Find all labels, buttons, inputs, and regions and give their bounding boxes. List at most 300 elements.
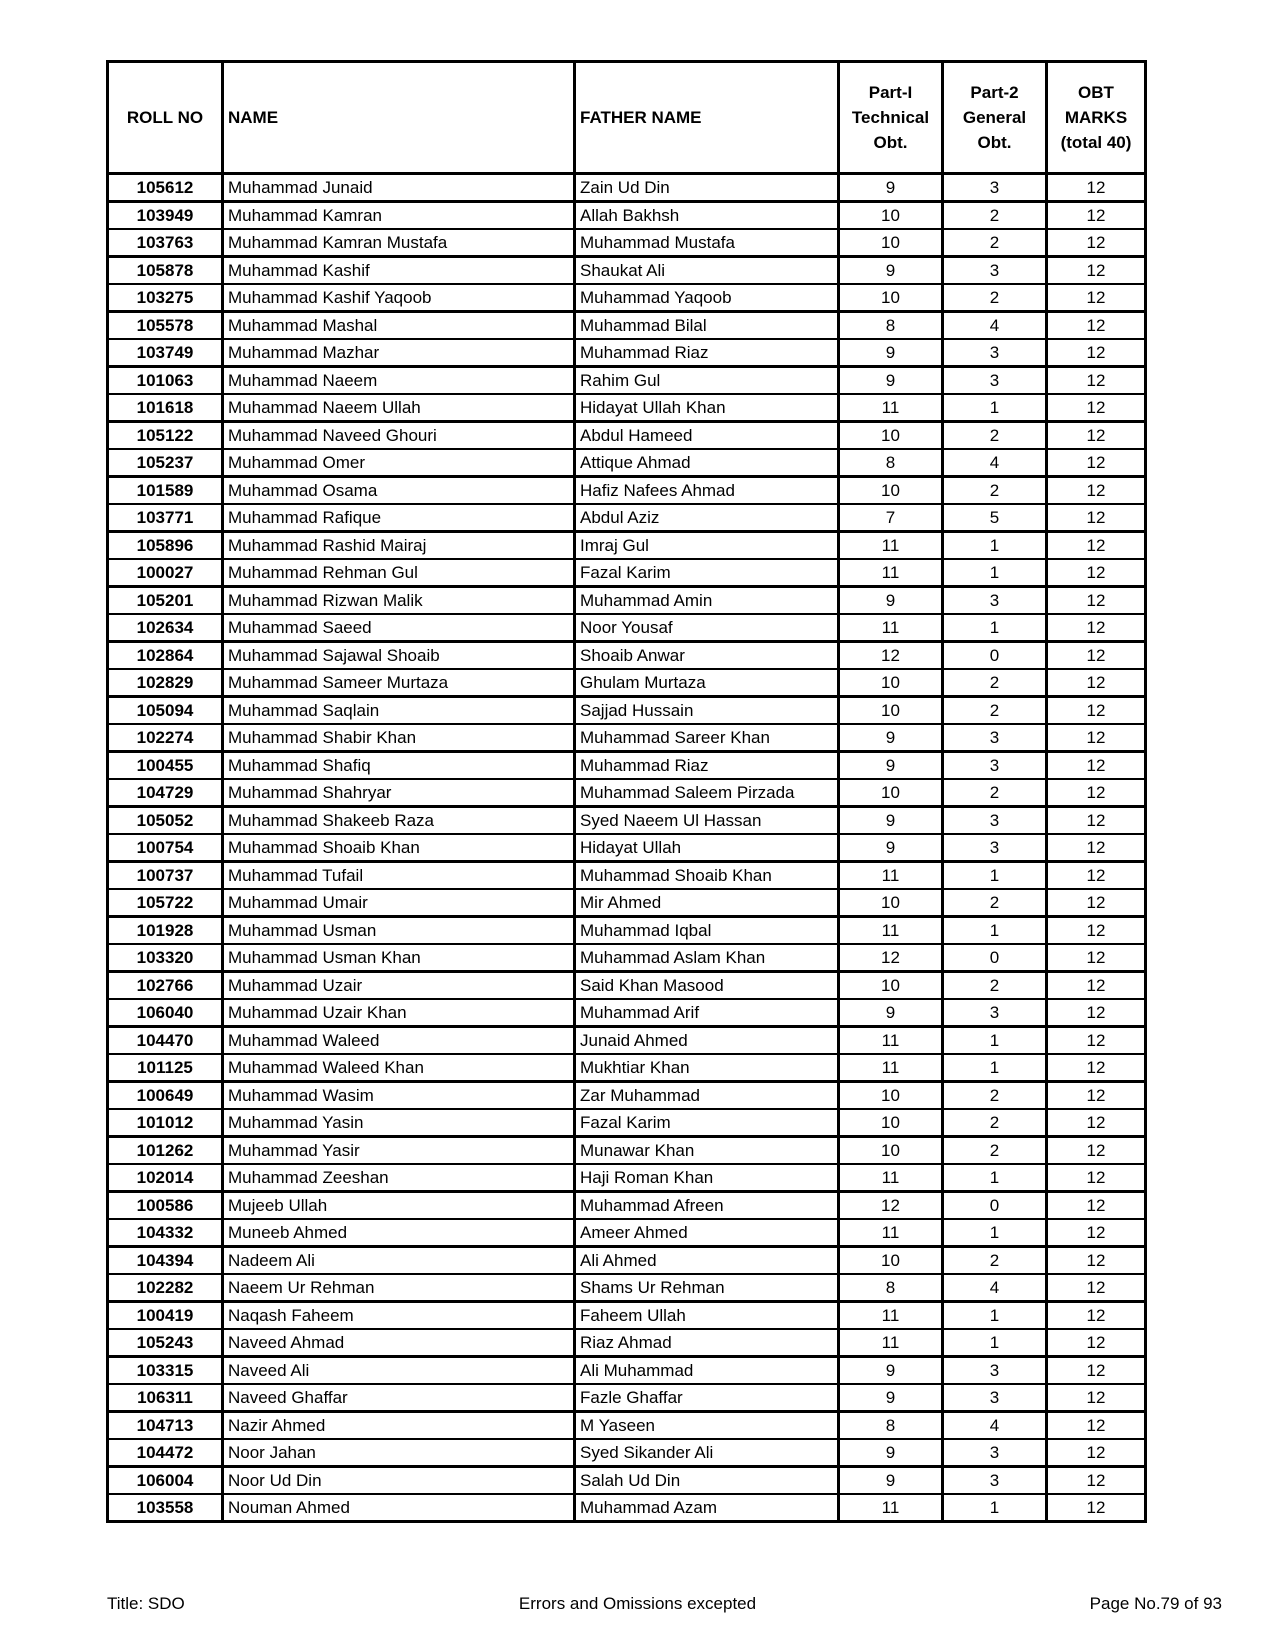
table-row — [108, 284, 1146, 312]
header-father-name: FATHER NAME — [575, 62, 839, 174]
roll-no-cell: 106311 — [108, 1384, 223, 1412]
obt-marks-cell: 12 — [1047, 724, 1146, 752]
part1-score-cell: 10 — [839, 1137, 943, 1165]
name-cell: Muhammad Saeed — [223, 614, 575, 642]
roll-no-cell: 102634 — [108, 614, 223, 642]
part1-score-cell: 12 — [839, 1192, 943, 1220]
part1-score-cell: 9 — [839, 724, 943, 752]
father-name-cell: Muhammad Arif — [575, 999, 839, 1027]
part1-score-cell: 10 — [839, 779, 943, 807]
father-name-cell: Shaukat Ali — [575, 257, 839, 285]
part2-score-cell: 2 — [943, 422, 1047, 450]
part1-score-cell: 10 — [839, 229, 943, 257]
part1-score-cell: 12 — [839, 944, 943, 972]
father-name-cell: Syed Naeem Ul Hassan — [575, 807, 839, 835]
obt-marks-cell: 12 — [1047, 1082, 1146, 1110]
father-name-cell: Noor Yousaf — [575, 614, 839, 642]
father-name-cell: Munawar Khan — [575, 1137, 839, 1165]
table-row — [108, 1412, 1146, 1440]
obt-marks-cell: 12 — [1047, 807, 1146, 835]
part2-score-cell: 1 — [943, 394, 1047, 422]
name-cell: Muhammad Kashif — [223, 257, 575, 285]
table-row — [108, 229, 1146, 257]
part1-score-cell: 9 — [839, 1357, 943, 1385]
part2-score-cell: 3 — [943, 174, 1047, 202]
obt-marks-cell: 12 — [1047, 1357, 1146, 1385]
obt-marks-cell: 12 — [1047, 1302, 1146, 1330]
obt-marks-cell: 12 — [1047, 972, 1146, 1000]
obt-marks-cell: 12 — [1047, 1109, 1146, 1137]
part2-score-cell: 1 — [943, 614, 1047, 642]
obt-marks-cell: 12 — [1047, 174, 1146, 202]
father-name-cell: Imraj Gul — [575, 532, 839, 560]
part1-score-cell: 11 — [839, 1329, 943, 1357]
father-name-cell: Mukhtiar Khan — [575, 1054, 839, 1082]
part1-score-cell: 10 — [839, 422, 943, 450]
part1-score-cell: 8 — [839, 1412, 943, 1440]
name-cell: Muhammad Kamran Mustafa — [223, 229, 575, 257]
roll-no-cell: 105052 — [108, 807, 223, 835]
part1-score-cell: 10 — [839, 284, 943, 312]
father-name-cell: Muhammad Azam — [575, 1494, 839, 1522]
table-body — [108, 174, 1146, 1522]
father-name-cell: Ali Muhammad — [575, 1357, 839, 1385]
part1-score-cell: 9 — [839, 174, 943, 202]
roll-no-cell: 100419 — [108, 1302, 223, 1330]
father-name-cell: Haji Roman Khan — [575, 1164, 839, 1192]
father-name-cell: Abdul Aziz — [575, 504, 839, 532]
obt-marks-cell: 12 — [1047, 752, 1146, 780]
part1-score-cell: 10 — [839, 1082, 943, 1110]
name-cell: Muhammad Wasim — [223, 1082, 575, 1110]
part1-score-cell: 11 — [839, 1219, 943, 1247]
roll-no-cell: 101618 — [108, 394, 223, 422]
part1-score-cell: 9 — [839, 1467, 943, 1495]
roll-no-cell: 106004 — [108, 1467, 223, 1495]
part1-score-cell: 11 — [839, 1302, 943, 1330]
obt-marks-cell: 12 — [1047, 1494, 1146, 1522]
obt-marks-cell: 12 — [1047, 999, 1146, 1027]
name-cell: Muhammad Uzair Khan — [223, 999, 575, 1027]
part1-score-cell: 10 — [839, 202, 943, 230]
name-cell: Muhammad Shafiq — [223, 752, 575, 780]
obt-marks-cell: 12 — [1047, 1137, 1146, 1165]
part1-score-cell: 10 — [839, 477, 943, 505]
obt-marks-cell: 12 — [1047, 257, 1146, 285]
header-part1-line: Part-I — [868, 83, 913, 102]
roll-no-cell: 100455 — [108, 752, 223, 780]
roll-no-cell: 105722 — [108, 889, 223, 917]
obt-marks-cell: 12 — [1047, 1467, 1146, 1495]
part2-score-cell: 1 — [943, 1219, 1047, 1247]
roll-no-cell: 104713 — [108, 1412, 223, 1440]
name-cell: Muhammad Junaid — [223, 174, 575, 202]
father-name-cell: Zar Muhammad — [575, 1082, 839, 1110]
table-row — [108, 1054, 1146, 1082]
father-name-cell: Fazal Karim — [575, 559, 839, 587]
father-name-cell: Mir Ahmed — [575, 889, 839, 917]
part2-score-cell: 1 — [943, 1494, 1047, 1522]
part2-score-cell: 1 — [943, 1164, 1047, 1192]
obt-marks-cell: 12 — [1047, 889, 1146, 917]
obt-marks-cell: 12 — [1047, 477, 1146, 505]
father-name-cell: Abdul Hameed — [575, 422, 839, 450]
part1-score-cell: 9 — [839, 339, 943, 367]
roll-no-cell: 103949 — [108, 202, 223, 230]
part1-score-cell: 10 — [839, 972, 943, 1000]
part2-score-cell: 4 — [943, 449, 1047, 477]
roll-no-cell: 104472 — [108, 1439, 223, 1467]
name-cell: Muhammad Naeem Ullah — [223, 394, 575, 422]
part1-score-cell: 11 — [839, 862, 943, 890]
header-part1-line: Technical — [851, 108, 930, 127]
table-row — [108, 724, 1146, 752]
obt-marks-cell: 12 — [1047, 1192, 1146, 1220]
header-name: NAME — [223, 62, 575, 174]
name-cell: Noor Jahan — [223, 1439, 575, 1467]
father-name-cell: Muhammad Yaqoob — [575, 284, 839, 312]
table-row — [108, 532, 1146, 560]
part1-score-cell: 11 — [839, 394, 943, 422]
obt-marks-cell: 12 — [1047, 312, 1146, 340]
part2-score-cell: 2 — [943, 1109, 1047, 1137]
table-row — [108, 834, 1146, 862]
table-row — [108, 422, 1146, 450]
part2-score-cell: 2 — [943, 1082, 1047, 1110]
obt-marks-cell: 12 — [1047, 367, 1146, 395]
part2-score-cell: 3 — [943, 1467, 1047, 1495]
father-name-cell: Hafiz Nafees Ahmad — [575, 477, 839, 505]
part1-score-cell: 11 — [839, 1164, 943, 1192]
table-row — [108, 1027, 1146, 1055]
obt-marks-cell: 12 — [1047, 779, 1146, 807]
part1-score-cell: 10 — [839, 889, 943, 917]
roll-no-cell: 105878 — [108, 257, 223, 285]
roll-no-cell: 100027 — [108, 559, 223, 587]
header-part2-general — [943, 62, 1047, 174]
table-row — [108, 367, 1146, 395]
header-obt-line: MARKS — [1064, 108, 1128, 127]
name-cell: Muhammad Usman Khan — [223, 944, 575, 972]
part2-score-cell: 2 — [943, 972, 1047, 1000]
name-cell: Naveed Ahmad — [223, 1329, 575, 1357]
roll-no-cell: 102282 — [108, 1274, 223, 1302]
part1-score-cell: 8 — [839, 1274, 943, 1302]
part2-score-cell: 3 — [943, 257, 1047, 285]
part1-score-cell: 9 — [839, 999, 943, 1027]
roll-no-cell: 105243 — [108, 1329, 223, 1357]
table-row — [108, 1109, 1146, 1137]
obt-marks-cell: 12 — [1047, 559, 1146, 587]
header-obt-line: (total 40) — [1060, 133, 1132, 152]
obt-marks-cell: 12 — [1047, 284, 1146, 312]
name-cell: Naqash Faheem — [223, 1302, 575, 1330]
table-row — [108, 1164, 1146, 1192]
part1-score-cell: 8 — [839, 312, 943, 340]
obt-marks-cell: 12 — [1047, 669, 1146, 697]
table-row — [108, 779, 1146, 807]
part2-score-cell: 1 — [943, 862, 1047, 890]
roll-no-cell: 105237 — [108, 449, 223, 477]
obt-marks-cell: 12 — [1047, 532, 1146, 560]
father-name-cell: Muhammad Aslam Khan — [575, 944, 839, 972]
table-row — [108, 449, 1146, 477]
part2-score-cell: 1 — [943, 1302, 1047, 1330]
part2-score-cell: 3 — [943, 1384, 1047, 1412]
roll-no-cell: 103315 — [108, 1357, 223, 1385]
part2-score-cell: 2 — [943, 1247, 1047, 1275]
roll-no-cell: 105201 — [108, 587, 223, 615]
table-row — [108, 1137, 1146, 1165]
name-cell: Muhammad Yasin — [223, 1109, 575, 1137]
table-row — [108, 917, 1146, 945]
roll-no-cell: 103558 — [108, 1494, 223, 1522]
obt-marks-cell: 12 — [1047, 1164, 1146, 1192]
footer-page-number: Page No.79 of 93 — [1089, 1594, 1222, 1613]
roll-no-cell: 100754 — [108, 834, 223, 862]
part1-score-cell: 8 — [839, 449, 943, 477]
part2-score-cell: 2 — [943, 202, 1047, 230]
roll-no-cell: 102864 — [108, 642, 223, 670]
name-cell: Muhammad Uzair — [223, 972, 575, 1000]
part1-score-cell: 9 — [839, 752, 943, 780]
part1-score-cell: 9 — [839, 834, 943, 862]
roll-no-cell: 102014 — [108, 1164, 223, 1192]
table-row — [108, 1357, 1146, 1385]
part2-score-cell: 2 — [943, 284, 1047, 312]
table-row — [108, 972, 1146, 1000]
roll-no-cell: 101262 — [108, 1137, 223, 1165]
table-row — [108, 862, 1146, 890]
obt-marks-cell: 12 — [1047, 862, 1146, 890]
name-cell: Naeem Ur Rehman — [223, 1274, 575, 1302]
father-name-cell: Fazle Ghaffar — [575, 1384, 839, 1412]
roll-no-cell: 100586 — [108, 1192, 223, 1220]
father-name-cell: Ameer Ahmed — [575, 1219, 839, 1247]
father-name-cell: Said Khan Masood — [575, 972, 839, 1000]
roll-no-cell: 105896 — [108, 532, 223, 560]
father-name-cell: Riaz Ahmad — [575, 1329, 839, 1357]
header-part1-line: Obt. — [873, 133, 908, 152]
obt-marks-cell: 12 — [1047, 339, 1146, 367]
part1-score-cell: 11 — [839, 1494, 943, 1522]
obt-marks-cell: 12 — [1047, 697, 1146, 725]
part1-score-cell: 9 — [839, 1384, 943, 1412]
part2-score-cell: 4 — [943, 312, 1047, 340]
part1-score-cell: 9 — [839, 257, 943, 285]
roll-no-cell: 103749 — [108, 339, 223, 367]
table-row — [108, 312, 1146, 340]
roll-no-cell: 104470 — [108, 1027, 223, 1055]
roll-no-cell: 103320 — [108, 944, 223, 972]
part1-score-cell: 9 — [839, 1439, 943, 1467]
header-part2-line: General — [962, 108, 1027, 127]
name-cell: Muhammad Zeeshan — [223, 1164, 575, 1192]
part2-score-cell: 4 — [943, 1274, 1047, 1302]
part2-score-cell: 2 — [943, 889, 1047, 917]
part2-score-cell: 0 — [943, 944, 1047, 972]
name-cell: Muhammad Kamran — [223, 202, 575, 230]
part1-score-cell: 12 — [839, 642, 943, 670]
father-name-cell: Syed Sikander Ali — [575, 1439, 839, 1467]
name-cell: Muhammad Osama — [223, 477, 575, 505]
part2-score-cell: 4 — [943, 1412, 1047, 1440]
obt-marks-cell: 12 — [1047, 449, 1146, 477]
roll-no-cell: 105094 — [108, 697, 223, 725]
table-row — [108, 807, 1146, 835]
obt-marks-cell: 12 — [1047, 917, 1146, 945]
table-row — [108, 669, 1146, 697]
name-cell: Muhammad Shoaib Khan — [223, 834, 575, 862]
part1-score-cell: 9 — [839, 587, 943, 615]
part2-score-cell: 2 — [943, 477, 1047, 505]
obt-marks-cell: 12 — [1047, 422, 1146, 450]
table-row — [108, 999, 1146, 1027]
roll-no-cell: 101125 — [108, 1054, 223, 1082]
part2-score-cell: 5 — [943, 504, 1047, 532]
father-name-cell: Allah Bakhsh — [575, 202, 839, 230]
part1-score-cell: 11 — [839, 559, 943, 587]
name-cell: Muhammad Sameer Murtaza — [223, 669, 575, 697]
results-table — [106, 60, 1147, 1523]
table-row — [108, 559, 1146, 587]
name-cell: Noor Ud Din — [223, 1467, 575, 1495]
header-obt-marks — [1047, 62, 1146, 174]
header-part2-line: Part-2 — [970, 83, 1019, 102]
table-row — [108, 339, 1146, 367]
part1-score-cell: 9 — [839, 807, 943, 835]
part2-score-cell: 3 — [943, 807, 1047, 835]
name-cell: Muhammad Kashif Yaqoob — [223, 284, 575, 312]
table-row — [108, 1439, 1146, 1467]
table-row — [108, 614, 1146, 642]
header-part1-technical — [839, 62, 943, 174]
part2-score-cell: 3 — [943, 339, 1047, 367]
name-cell: Muhammad Rehman Gul — [223, 559, 575, 587]
name-cell: Nouman Ahmed — [223, 1494, 575, 1522]
obt-marks-cell: 12 — [1047, 1439, 1146, 1467]
father-name-cell: Ali Ahmed — [575, 1247, 839, 1275]
table-row — [108, 1082, 1146, 1110]
father-name-cell: Muhammad Amin — [575, 587, 839, 615]
roll-no-cell: 104332 — [108, 1219, 223, 1247]
roll-no-cell: 105612 — [108, 174, 223, 202]
father-name-cell: Attique Ahmad — [575, 449, 839, 477]
father-name-cell: Muhammad Iqbal — [575, 917, 839, 945]
part1-score-cell: 11 — [839, 1027, 943, 1055]
name-cell: Muhammad Saqlain — [223, 697, 575, 725]
father-name-cell: Sajjad Hussain — [575, 697, 839, 725]
obt-marks-cell: 12 — [1047, 944, 1146, 972]
obt-marks-cell: 12 — [1047, 229, 1146, 257]
part2-score-cell: 1 — [943, 1329, 1047, 1357]
father-name-cell: Hidayat Ullah Khan — [575, 394, 839, 422]
father-name-cell: M Yaseen — [575, 1412, 839, 1440]
father-name-cell: Muhammad Sareer Khan — [575, 724, 839, 752]
roll-no-cell: 106040 — [108, 999, 223, 1027]
obt-marks-cell: 12 — [1047, 1384, 1146, 1412]
obt-marks-cell: 12 — [1047, 202, 1146, 230]
obt-marks-cell: 12 — [1047, 614, 1146, 642]
table-row — [108, 1219, 1146, 1247]
table-row — [108, 257, 1146, 285]
table-row — [108, 752, 1146, 780]
name-cell: Muhammad Mazhar — [223, 339, 575, 367]
roll-no-cell: 100649 — [108, 1082, 223, 1110]
obt-marks-cell: 12 — [1047, 834, 1146, 862]
table-row — [108, 944, 1146, 972]
header-roll-no: ROLL NO — [108, 62, 223, 174]
name-cell: Nazir Ahmed — [223, 1412, 575, 1440]
father-name-cell: Junaid Ahmed — [575, 1027, 839, 1055]
part2-score-cell: 3 — [943, 834, 1047, 862]
table-row — [108, 1494, 1146, 1522]
obt-marks-cell: 12 — [1047, 1219, 1146, 1247]
footer-note: Errors and Omissions excepted — [518, 1594, 757, 1613]
table-row — [108, 1302, 1146, 1330]
roll-no-cell: 103763 — [108, 229, 223, 257]
name-cell: Muhammad Rizwan Malik — [223, 587, 575, 615]
name-cell: Naveed Ali — [223, 1357, 575, 1385]
part1-score-cell: 10 — [839, 669, 943, 697]
name-cell: Muhammad Usman — [223, 917, 575, 945]
table-row — [108, 1247, 1146, 1275]
table-row — [108, 504, 1146, 532]
name-cell: Muhammad Shabir Khan — [223, 724, 575, 752]
obt-marks-cell: 12 — [1047, 1412, 1146, 1440]
part2-score-cell: 3 — [943, 1357, 1047, 1385]
roll-no-cell: 103275 — [108, 284, 223, 312]
part1-score-cell: 7 — [839, 504, 943, 532]
name-cell: Muhammad Rashid Mairaj — [223, 532, 575, 560]
part1-score-cell: 10 — [839, 697, 943, 725]
name-cell: Muhammad Rafique — [223, 504, 575, 532]
obt-marks-cell: 12 — [1047, 1054, 1146, 1082]
part1-score-cell: 11 — [839, 917, 943, 945]
part2-score-cell: 3 — [943, 587, 1047, 615]
table-row — [108, 1384, 1146, 1412]
part1-score-cell: 11 — [839, 614, 943, 642]
name-cell: Muhammad Naeem — [223, 367, 575, 395]
footer-title: Title: SDO — [107, 1594, 185, 1613]
table-row — [108, 1274, 1146, 1302]
table-row — [108, 477, 1146, 505]
table-row — [108, 1329, 1146, 1357]
part1-score-cell: 9 — [839, 367, 943, 395]
part2-score-cell: 1 — [943, 559, 1047, 587]
part2-score-cell: 1 — [943, 532, 1047, 560]
roll-no-cell: 104729 — [108, 779, 223, 807]
roll-no-cell: 102829 — [108, 669, 223, 697]
name-cell: Muhammad Shahryar — [223, 779, 575, 807]
obt-marks-cell: 12 — [1047, 1329, 1146, 1357]
table-row — [108, 202, 1146, 230]
obt-marks-cell: 12 — [1047, 394, 1146, 422]
roll-no-cell: 102274 — [108, 724, 223, 752]
father-name-cell: Muhammad Saleem Pirzada — [575, 779, 839, 807]
table-row — [108, 174, 1146, 202]
part2-score-cell: 0 — [943, 1192, 1047, 1220]
table-row — [108, 394, 1146, 422]
roll-no-cell: 101928 — [108, 917, 223, 945]
obt-marks-cell: 12 — [1047, 1247, 1146, 1275]
father-name-cell: Muhammad Riaz — [575, 752, 839, 780]
obt-marks-cell: 12 — [1047, 587, 1146, 615]
father-name-cell: Rahim Gul — [575, 367, 839, 395]
table-row — [108, 1467, 1146, 1495]
name-cell: Muhammad Mashal — [223, 312, 575, 340]
part1-score-cell: 10 — [839, 1109, 943, 1137]
